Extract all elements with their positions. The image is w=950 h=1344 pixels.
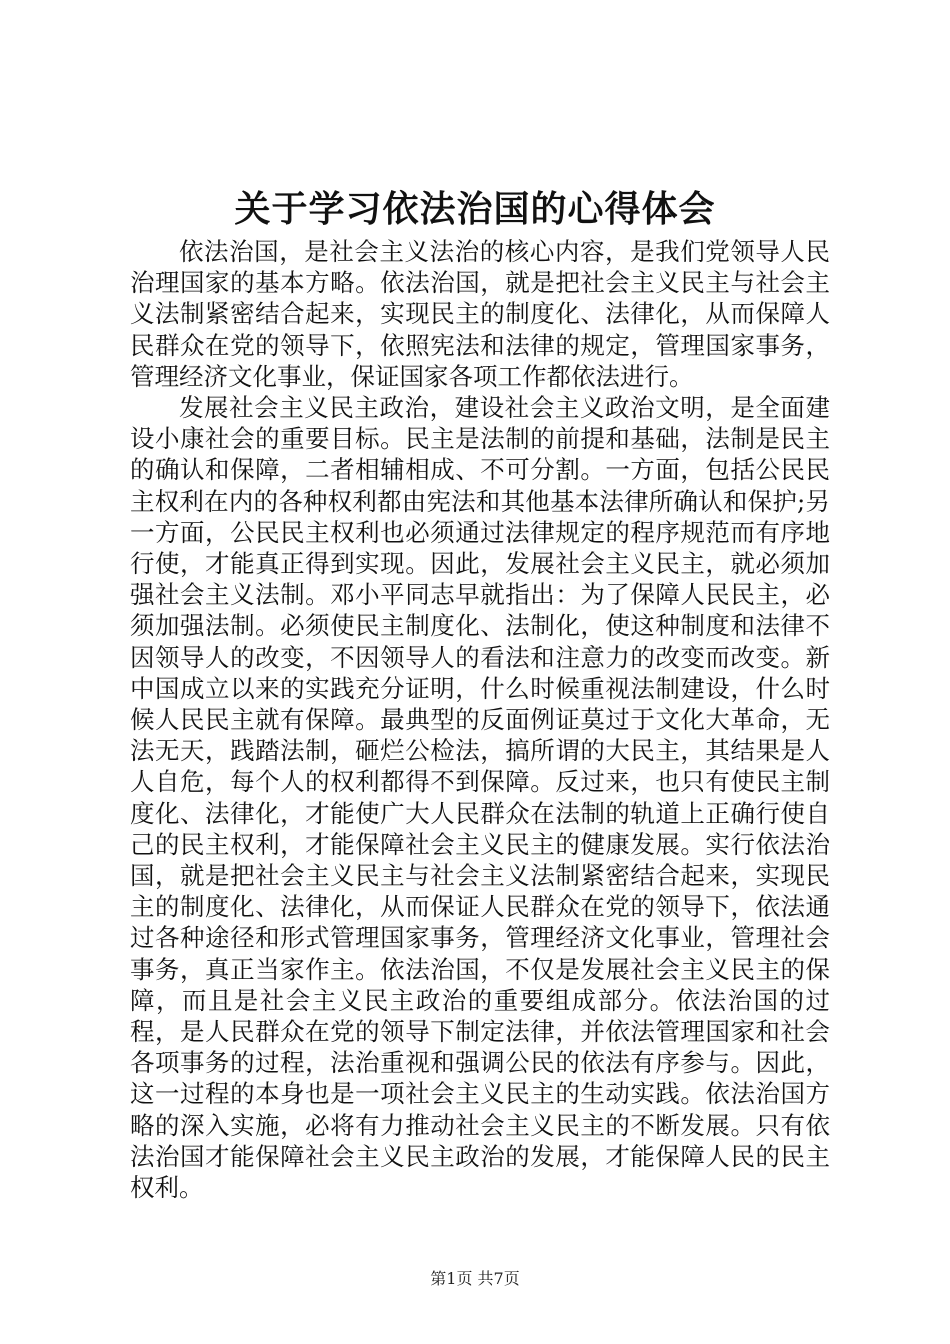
document-title: 关于学习依法治国的心得体会 — [234, 188, 716, 230]
document-body — [130, 236, 830, 1203]
paragraph-2: 发展社会主义民主政治，建设社会主义政治文明，是全面建设小康社会的重要目标。民主是法制的前提和基础，法制是民主的确认和保障，二者相辅相成、不可分割。一方面，包括公民民主权利在内的各种权利都由宪法和其他基本法律所确认和保护;另一方面，公民民主权利也必须通过法律规定的程序规范而有序地行使，才能真正得到实现。因此，发展社会主义民主，就必须加强社会主义法制。邓小平同志早就指出：为了保障人民民主，必须加强法制。必须使民主制度化、法制化，使这种制度和法律不因领导人的改变，不因领导人的看法和注意力的改变而改变。新中国成立以来的实践充分证明，什么时候重视法制建设，什么时候人民民主就有保障。最典型的反面例证莫过于文化大革命，无法无天，践踏法制，砸烂公检法，搞所谓的大民主，其结果是人人自危，每个人的权利都得不到保障。反过来，也只有使民主制度化、法律化，才能使广大人民群众在法制的轨道上正确行使自己的民主权利，才能保障社会主义民主的健康发展。实行依法治国，就是把社会主义民主与社会主义法制紧密结合起来，实现民主的制度化、法律化，从而保证人民群众在党的领导下，依法通过各种途径和形式管理国家事务，管理经济文化事业，管理社会事务，真正当家作主。依法治国，不仅是发展社会主义民主的保障，而且是社会主义民主政治的重要组成部分。依法治国的过程，是人民群众在党的领导下制定法律，并依法管理国家和社会各项事务的过程，法治重视和强调公民的依法有序参与。因此，这一过程的本身也是一项社会主义民主的生动实践。依法治国方略的深入实施，必将有力推动社会主义民主的不断发展。只有依法治国才能保障社会主义民主政治的发展，才能保障人民的民主权利。 — [130, 393, 830, 1203]
page-number-footer: 第1页 共7页 — [430, 1269, 520, 1288]
paragraph-1: 依法治国，是社会主义法治的核心内容，是我们党领导人民治理国家的基本方略。依法治国，就是把社会主义民主与社会主义法制紧密结合起来，实现民主的制度化、法律化，从而保障人民群众在党的领导下，依照宪法和法律的规定，管理国家事务，管理经济文化事业，保证国家各项工作都依法进行。 — [130, 237, 830, 391]
